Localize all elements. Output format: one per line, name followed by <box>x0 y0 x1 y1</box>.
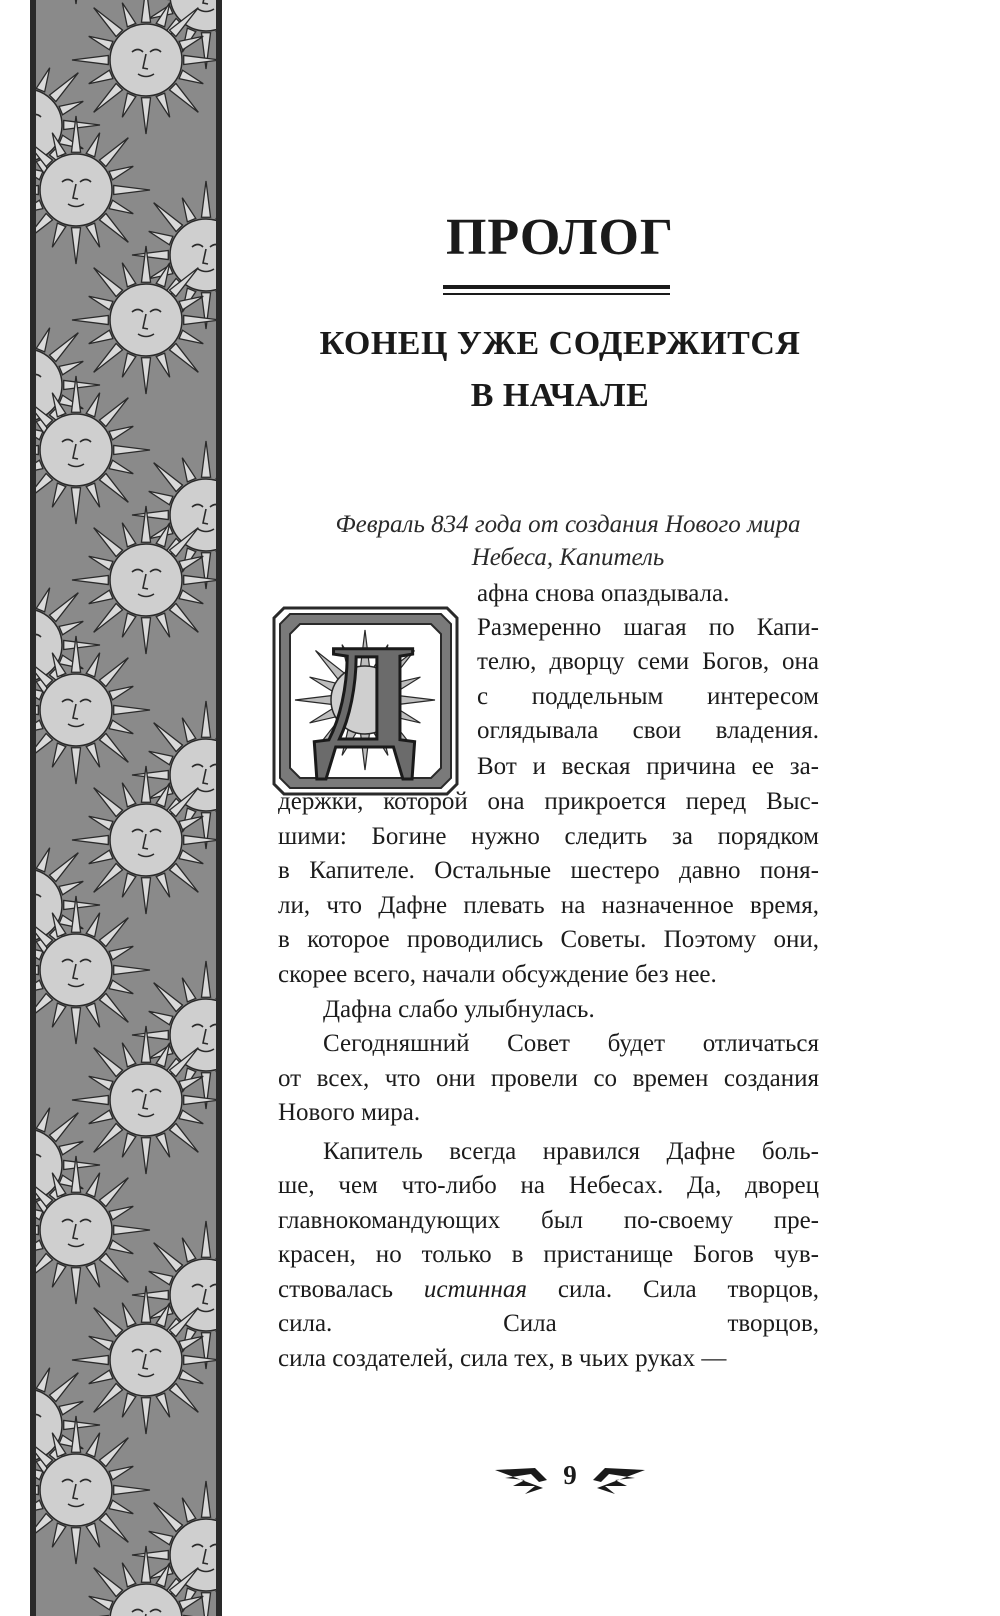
text-line <box>278 1273 819 1307</box>
text-line: держки, которой она прикроется перед Выс- <box>278 788 819 815</box>
page-number-block <box>495 1458 645 1498</box>
chapter-title: ПРОЛОГ <box>445 209 675 266</box>
text-line: Сегодняшний Совет будет отличаться <box>323 1030 819 1057</box>
text-line: главнокомандующих был по-своему пре- <box>278 1207 819 1234</box>
text-line: сила. Сила творцов, <box>278 1310 819 1337</box>
subtitle-line-1: КОНЕЦ УЖЕ СОДЕРЖИТСЯ <box>319 325 801 362</box>
sun-pattern-panel <box>30 0 222 1616</box>
text-line: Капитель всегда нравился Дафне боль- <box>323 1138 819 1165</box>
epigraph <box>288 508 848 574</box>
text-line: сила создателей, сила тех, в чьих руках — <box>278 1345 727 1372</box>
inner-border-line <box>56 0 222 1616</box>
text-line: Дафна слабо улыбнулась. <box>323 996 595 1023</box>
text-line: с поддельным интересом <box>477 683 819 710</box>
epigraph-line-2: Небеса, Капитель <box>471 544 665 571</box>
text-line: Вот и веская причина ее за- <box>477 753 819 780</box>
italic-emphasis: истинная <box>423 1276 527 1303</box>
text-run: сила. Сила творцов, <box>557 1276 819 1303</box>
text-line: Размеренно шагая по Капи- <box>477 614 819 641</box>
text-line: в Капителе. Остальные шестеро давно поня- <box>278 857 819 884</box>
text-run: ствовалась <box>278 1276 394 1303</box>
title-rule-thin <box>443 293 670 295</box>
text-line: скорее всего, начали обсуждение без нее. <box>278 961 717 988</box>
subtitle-line-2: В НАЧАЛЕ <box>470 377 650 414</box>
dropcap-letter: Д <box>313 614 417 780</box>
dropcap-ornament <box>270 604 461 798</box>
text-line: шими: Богине нужно следить за порядком <box>278 823 819 850</box>
title-rule-thick <box>443 285 670 289</box>
decorative-border <box>0 0 236 1616</box>
epigraph-line-1: Февраль 834 года от создания Нового мира <box>335 511 801 538</box>
text-line: Нового мира. <box>278 1099 421 1126</box>
text-line: в которое проводились Советы. Поэтому они, <box>278 926 819 953</box>
text-line: ше, чем что-либо на Небесах. Да, дворец <box>278 1172 819 1199</box>
text-line: от всех, что они провели со времен создания <box>278 1065 819 1092</box>
text-line: телю, дворцу семи Богов, она <box>477 648 819 675</box>
text-line: оглядывала свои владения. <box>477 717 819 744</box>
text-line: афна снова опаздывала. <box>477 580 730 607</box>
text-line: ли, что Дафне плевать на назначенное время, <box>278 892 819 919</box>
text-line: красен, но только в пристанище Богов чув- <box>278 1241 819 1268</box>
page-number: 9 <box>563 1460 577 1490</box>
chapter-subtitle <box>270 318 850 422</box>
